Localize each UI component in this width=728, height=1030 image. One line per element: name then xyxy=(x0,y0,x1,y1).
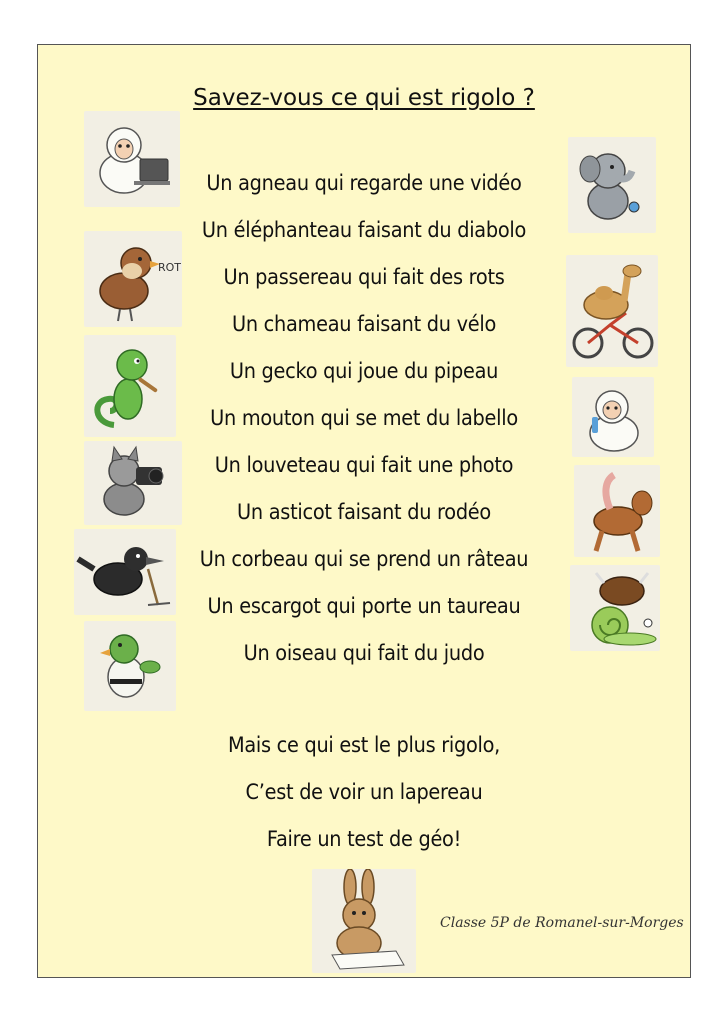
verse-line-11: Un oiseau qui fait du judo xyxy=(243,641,485,665)
verse-line-8: Un asticot faisant du rodéo xyxy=(237,500,491,524)
sparrow-burp-illustration xyxy=(84,231,182,327)
poem-title: Savez-vous ce qui est rigolo ? xyxy=(193,85,535,111)
lamb-laptop-illustration xyxy=(84,111,180,207)
crow-rake-illustration xyxy=(74,529,176,615)
snail-bull-illustration xyxy=(570,565,660,651)
verse-line-5: Un gecko qui joue du pipeau xyxy=(229,359,499,383)
verse-line-9: Un corbeau qui se prend un râteau xyxy=(199,547,529,571)
ending-line-3: Faire un test de géo! xyxy=(266,827,462,851)
elephant-diabolo-illustration xyxy=(568,137,656,233)
gecko-flute-illustration xyxy=(84,335,176,437)
rot-label: ROT xyxy=(158,261,182,274)
rabbit-geography-test-illustration xyxy=(312,869,416,973)
verse-line-4: Un chameau faisant du vélo xyxy=(231,312,497,336)
verse-line-1: Un agneau qui regarde une vidéo xyxy=(206,171,522,195)
credit-text: Classe 5P de Romanel-sur-Morges xyxy=(440,915,684,931)
sheep-lipbalm-illustration xyxy=(572,377,654,457)
ending-line-1: Mais ce qui est le plus rigolo, xyxy=(227,733,501,757)
camel-bike-illustration xyxy=(566,255,658,367)
worm-rodeo-illustration xyxy=(574,465,660,557)
verse-line-3: Un passereau qui fait des rots xyxy=(223,265,505,289)
verse-line-7: Un louveteau qui fait une photo xyxy=(214,453,514,477)
bird-judo-illustration xyxy=(84,621,176,711)
verse-line-6: Un mouton qui se met du labello xyxy=(210,406,518,430)
verse-line-10: Un escargot qui porte un taureau xyxy=(207,594,521,618)
verse-line-2: Un éléphanteau faisant du diabolo xyxy=(201,218,527,242)
wolf-camera-illustration xyxy=(84,441,182,525)
ending-line-2: C’est de voir un lapereau xyxy=(245,780,483,804)
poem-page xyxy=(37,44,691,978)
